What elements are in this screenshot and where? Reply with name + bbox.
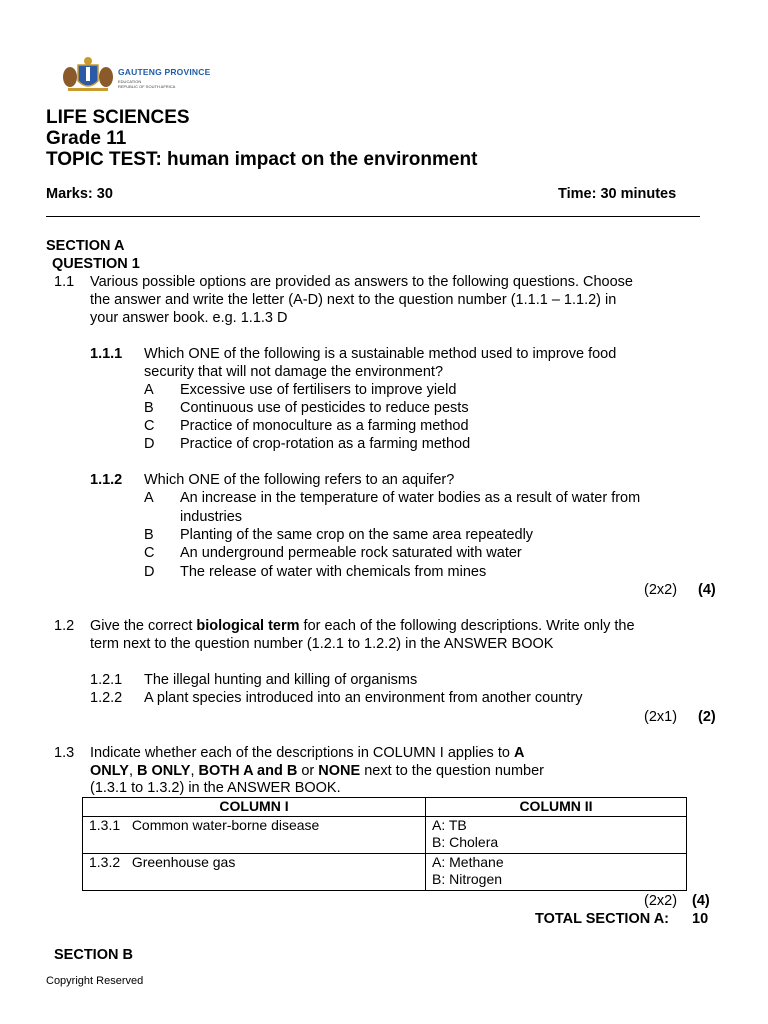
option-text-continued: industries [180,509,243,525]
q1-2-instruction-line2: term next to the question number (1.2.1 to 1.2.2) in the ANSWER BOOK [90,636,554,652]
subject-title: LIFE SCIENCES [46,107,190,128]
grade-title: Grade 11 [46,128,127,149]
q1-1-instruction-line2: the answer and write the letter (A-D) next to the question number (1.1.1 – 1.1.2) in [90,292,617,308]
option-text: An increase in the temperature of water bodies as a result of water from [180,490,641,506]
column-2-header: COLUMN II [426,798,687,817]
q1-3-number: 1.3 [54,745,75,761]
q1-3-instruction-line1: Indicate whether each of the descriptions in COLUMN I applies to A [90,745,525,761]
table-cell-options: A: Methane B: Nitrogen [426,854,687,891]
q1-1-instruction-line1: Various possible options are provided as answers to the following questions. Choose [90,274,633,290]
q1-2-mark-calc: (2x1) [644,709,678,725]
q1-2-1-text: The illegal hunting and killing of organisms [144,672,418,688]
column-matching-table [82,797,687,891]
q1-1-1-stem-line2: security that will not damage the environment? [144,364,444,380]
option-letter: D [144,436,155,452]
q1-2-2-text: A plant species introduced into an environment from another country [144,690,583,706]
table-row [83,817,687,854]
option-text: An underground permeable rock saturated with water [180,545,522,561]
logo-subtitle: EDUCATION [118,79,142,84]
total-section-a-value: 10 [692,911,709,927]
option-letter: C [144,545,155,561]
q1-2-1-number: 1.2.1 [90,672,123,688]
q1-1-2-stem: Which ONE of the following refers to an aquifer? [144,472,455,488]
table-cell-description: 1.3.1 Common water-borne disease [83,817,426,854]
option-text: Planting of the same crop on the same area repeatedly [180,527,534,543]
q1-1-2-number: 1.1.2 [90,472,123,488]
q1-2-marks: (2) [698,709,716,725]
q1-1-mark-calc: (2x2) [644,582,678,598]
option-letter: B [144,400,154,416]
column-1-header: COLUMN I [83,798,426,817]
section-a-heading: SECTION A [46,238,125,254]
q1-1-1-stem-line1: Which ONE of the following is a sustainable method used to improve food [144,346,617,362]
q1-3-marks: (4) [692,893,710,909]
q1-1-number: 1.1 [54,274,75,290]
option-text: Continuous use of pesticides to reduce pests [180,400,469,416]
logo-subtitle-country: REPUBLIC OF SOUTH AFRICA [118,84,176,89]
table-header-row [83,798,687,817]
option-letter: A [144,382,154,398]
q1-1-instruction-line3: your answer book. e.g. 1.1.3 D [90,310,288,326]
option-letter: C [144,418,155,434]
option-text: Practice of crop-rotation as a farming method [180,436,471,452]
copyright-footer: Copyright Reserved [46,975,144,987]
q1-3-instruction-line2: ONLY, B ONLY, BOTH A and B or NONE next to the question number [90,763,544,779]
question-1-heading: QUESTION 1 [52,256,140,272]
q1-2-instruction-line1: Give the correct biological term for each of the following descriptions. Write only the [90,618,635,634]
section-b-heading: SECTION B [54,947,133,963]
q1-2-number: 1.2 [54,618,75,634]
q1-1-marks: (4) [698,582,716,598]
q1-1-1-number: 1.1.1 [90,346,123,362]
option-letter: A [144,490,154,506]
table-cell-description: 1.3.2 Greenhouse gas [83,854,426,891]
option-letter: D [144,564,155,580]
logo-title: GAUTENG PROVINCE [118,67,211,77]
q1-2-2-number: 1.2.2 [90,690,123,706]
topic-title: TOPIC TEST: human impact on the environment [46,149,478,170]
option-text: Practice of monoculture as a farming method [180,418,469,434]
q1-3-mark-calc: (2x2) [644,893,678,909]
total-section-a-label: TOTAL SECTION A: [535,911,669,927]
q1-3-instruction-line3: (1.3.1 to 1.3.2) in the ANSWER BOOK. [90,780,341,796]
gauteng-logo [60,55,212,93]
option-letter: B [144,527,154,543]
table-row [83,854,687,891]
option-text: Excessive use of fertilisers to improve yield [180,382,457,398]
option-text: The release of water with chemicals from mines [180,564,487,580]
table-cell-options: A: TB B: Cholera [426,817,687,854]
coat-of-arms-icon [60,55,116,93]
marks-label: Marks: 30 [46,186,113,202]
header-divider [46,216,700,217]
time-label: Time: 30 minutes [558,186,677,202]
